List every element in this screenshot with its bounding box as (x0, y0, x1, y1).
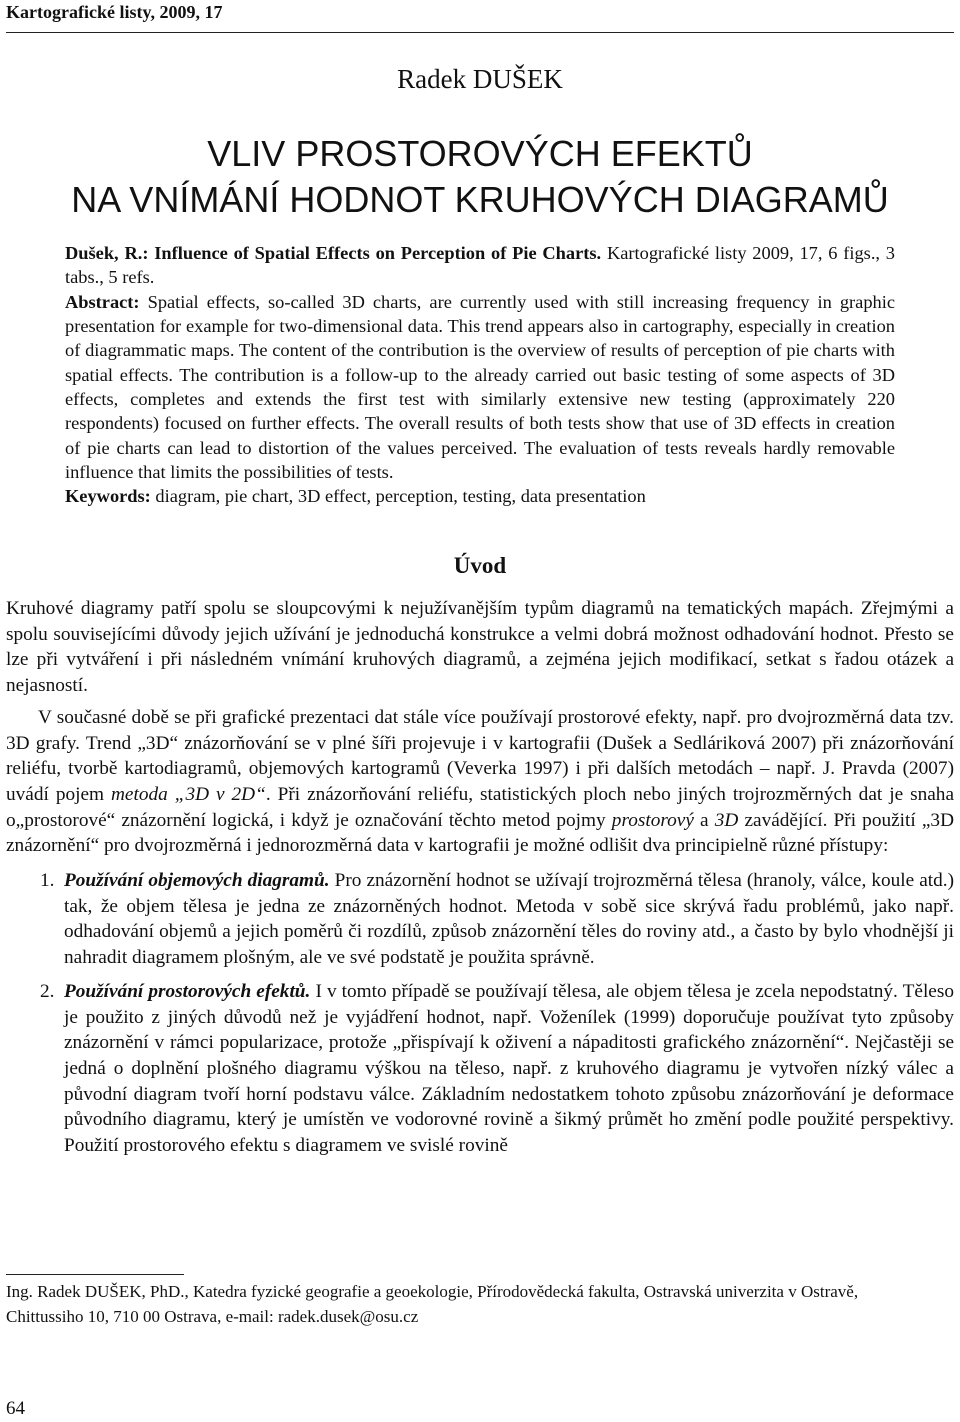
keywords-label: Keywords: (65, 486, 151, 507)
journal-header: Kartografické listy, 2009, 17 (6, 2, 223, 22)
title-line-2: NA VNÍMÁNÍ HODNOT KRUHOVÝCH DIAGRAMŮ (71, 179, 889, 220)
list-number: 1. (40, 870, 55, 892)
footnote-rule (6, 1274, 184, 1275)
body-paragraph-2 (6, 705, 954, 859)
body-text (6, 596, 954, 1167)
page-number: 64 (6, 1398, 25, 1419)
p2-term-3: 3D (714, 809, 739, 831)
citation-bold: Dušek, R.: Influence of Spatial Effects on Perception of Pie Charts. (65, 243, 602, 263)
abstract-text: Spatial effects, so-called 3D charts, are currently used with still increasing frequency in graphic presentation for example for two-dimensional data. This trend appears also in cartography, especially in creation of diagrammatic maps. The content of the contribution is the overview of results of perception of pie charts with spatial effects. The contribution is a follow-up to the already carried out basic testing of some aspects of 3D effects, completes and extends the first test with similarly extensive new testing (approximately 220 respondents) focused on further effects. The overall results of both tests show that use of 3D effects in creation of pie charts can lead to distortion of the values perceived. The evaluation of tests reveals hardly removable influence that limits the possibilities of tests. (65, 291, 895, 483)
p2-text-d: zavádějící. Při použití „3D znázornění“ pro dvojrozměrná i jednorozměrná data v kartografii je možné odlišit dva principielně různé přístupy: (6, 809, 954, 857)
p2-term-1: metoda „3D v 2D“ (111, 783, 266, 805)
abstract-paragraph (65, 290, 895, 485)
title-line-1: VLIV PROSTOROVÝCH EFEKTŮ (207, 133, 753, 174)
list-item (6, 979, 954, 1159)
abstract-label: Abstract: (65, 291, 140, 312)
author-name: Radek DUŠEK (397, 64, 563, 94)
keywords-text: diagram, pie chart, 3D effect, perception, testing, data presentation (150, 486, 646, 507)
approach-list (6, 868, 954, 1159)
keywords (65, 484, 895, 508)
p2-term-2: prostorový (611, 809, 694, 831)
author-footnote: Ing. Radek DUŠEK, PhD., Katedra fyzické geografie a geoekologie, Přírodovědecká fakulta, Ostravská univerzita v Ostravě, Chittussiho 10, 710 00 Ostrava, e-mail: radek.dusek@osu.cz (6, 1282, 859, 1326)
list-term: Používání prostorových efektů. (64, 980, 311, 1002)
list-item (6, 868, 954, 971)
citation-rest: Kartografické listy 2009, 17, 6 figs., 3 tabs., 5 refs. (65, 243, 895, 288)
list-text: Pro znázornění hodnot se užívají trojrozměrná tělesa (hranoly, válce, koule atd.) tak, že objem tělesa je jedna ze znázorněných hodnot. Metoda v sobě sice skrývá řadu problémů, jako např. odhadování objemů a jejich poměrů či rozdílů, způsob znázornění těles do roviny atd., a často by bylo vhodnější ji nahradit diagramem plošným, ale ve své podstatě je použita správně. (64, 870, 954, 969)
list-number: 2. (40, 980, 55, 1002)
p2-text-a: V současné době se při grafické prezentaci dat stále více používají prostorové efekty, např. pro dvojrozměrná data tzv. 3D grafy. Trend „3D“ znázorňování se v plné šíři projevuje i v kartografii (Dušek a Sedláriková 2007) při znázorňování reliéfu, tvorbě kartodiagramů, objemových kartogramů (Veverka 1997) i při dalších metodách – např. J. Pravda (2007) uvádí pojem (6, 706, 954, 805)
section-title: Úvod (453, 553, 507, 578)
list-term: Používání objemových diagramů. (64, 870, 330, 892)
p2-text-c: a (693, 809, 715, 831)
citation (65, 241, 895, 290)
article-title (0, 131, 960, 223)
body-paragraph-1: Kruhové diagramy patří spolu se sloupcovými k nejužívanějším typům diagramů na tematických mapách. Zřejmými a spolu souvisejícími důvody jejich užívání je jednoduchá konstrukce a velmi dobrá možnost odhadování hodnot. Přesto se lze při vytváření i při následném vnímání kruhových diagramů, a zejména jejich modifikací, setkat s řadou otázek a nejasností. (6, 598, 954, 697)
header-rule (6, 32, 954, 33)
p2-text-b: . Při znázorňování reliéfu, statistických ploch nebo jiných trojrozměrných dat je snaha o„prostorové“ znázornění logická, i když je označování těchto metod pojmy (6, 783, 955, 831)
list-text: I v tomto případě se používají tělesa, ale objem tělesa je zcela nepodstatný. Těleso je použito z jiných důvodů než je vyjádření hodnot, např. Voženílek (1999) doporučuje používat tyto způsoby znázornění v rámci popularizace, protože „přispívají k oživení a nápaditosti grafického znázornění“. Nejčastěji se jedná o doplnění plošného diagramu výškou na těleso, např. z kruhového diagramu je vytvořen nízký válec a původní diagram tvoří horní podstavu válce. Základním nedostatkem tohoto způsobu znázorňování je deformace původního diagramu, který je umístěn ve vodorovné rovině a šikmý průmět ho změní podle použité perspektivy. Použití prostorového efektu s diagramem ve svislé rovině (64, 980, 955, 1157)
abstract-block (65, 241, 895, 509)
